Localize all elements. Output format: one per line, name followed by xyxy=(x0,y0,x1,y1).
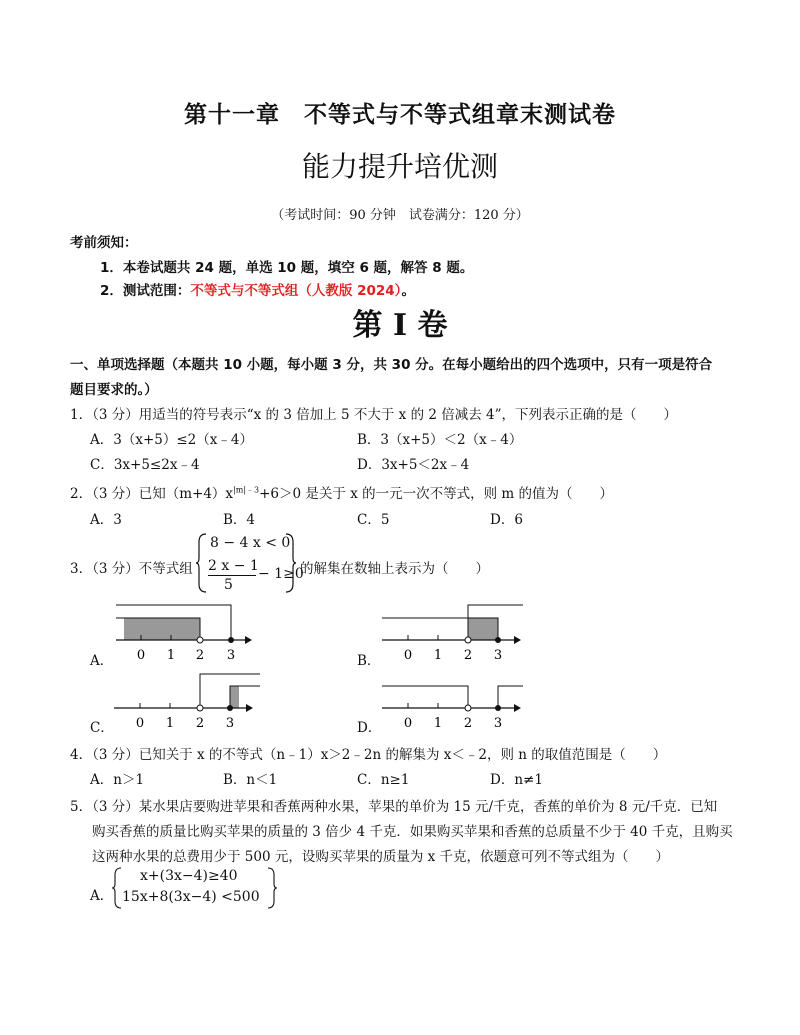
tick-label: 2 xyxy=(463,648,473,663)
tick-label: 3 xyxy=(493,716,503,731)
q2-option-c: C．5 xyxy=(357,512,390,528)
tick-label: 3 xyxy=(226,648,236,663)
tick-label: 2 xyxy=(195,648,205,663)
q3-option-c-numberline xyxy=(110,668,260,732)
q3-eq1: 8 − 4 x < 0 xyxy=(210,535,291,551)
q1-option-d: D．3x+5＜2x﹣4 xyxy=(357,457,470,473)
tick-label: 0 xyxy=(136,648,146,663)
q1-option-b: B．3（x+5）＜2（x﹣4） xyxy=(357,432,523,448)
q3-stem-a: 3．（3 分）不等式组 xyxy=(70,561,193,577)
q3-inequality-system xyxy=(196,532,304,594)
tick-label: 1 xyxy=(165,716,175,731)
q1-option-c: C．3x+5≤2x﹣4 xyxy=(90,457,200,473)
section1-line2: 题目要求的。） xyxy=(70,382,158,398)
tick-label: 2 xyxy=(195,716,205,731)
tick-label: 0 xyxy=(403,716,413,731)
q5-line1: 5．（3 分）某水果店要购进苹果和香蕉两种水果，苹果的单价为 15 元/千克，香蕉的单价为 8 元/千克．已知 xyxy=(70,799,718,815)
q2-option-d: D．6 xyxy=(490,512,523,528)
q5-line3: 这两种水果的总费用少于 500 元，设购买苹果的质量为 x 千克，依题意可列不等式组为（ ） xyxy=(92,849,670,865)
q4-option-d: D．n≠1 xyxy=(490,772,543,788)
q4-option-b: B．n＜1 xyxy=(223,772,278,788)
notes-item-2-scope: 不等式与不等式组（人教版 2024） xyxy=(190,283,402,299)
q3-option-b-numberline xyxy=(378,602,528,664)
q4-option-c: C．n≥1 xyxy=(357,772,410,788)
q2-stem-b: +6＞0 是关于 x 的一元一次不等式，则 m 的值为（ ） xyxy=(259,486,613,502)
q3-frac-bar xyxy=(208,575,256,576)
volume-title: 第 Ⅰ 卷 xyxy=(352,308,448,343)
q2-option-a: A．3 xyxy=(90,512,122,528)
q3-option-d-numberline xyxy=(378,668,528,732)
tick-label: 1 xyxy=(433,648,443,663)
tick-label: 3 xyxy=(225,716,235,731)
tick-label: 1 xyxy=(433,716,443,731)
q3-option-b-label: B． xyxy=(357,653,381,669)
q2-exponent: |m|﹣3 xyxy=(233,485,260,495)
q3-option-a-numberline xyxy=(110,602,255,664)
notes-item-2 xyxy=(100,279,415,299)
section1-line1: 一、单项选择题（本题共 10 小题，每小题 3 分，共 30 分。在每小题给出的四个选项中，只有一项是符合 xyxy=(70,357,713,373)
q5-option-a-label: A． xyxy=(90,888,114,904)
notes-heading: 考前须知： xyxy=(70,235,138,251)
exam-info: （考试时间：90 分钟 试卷满分：120 分） xyxy=(271,208,529,223)
tick-label: 0 xyxy=(135,716,145,731)
paper-title: 第十一章 不等式与不等式组章末测试卷 xyxy=(184,102,616,128)
q4-stem: 4．（3 分）已知关于 x 的不等式（n﹣1）x＞2﹣2n 的解集为 x＜﹣2，则 n 的取值范围是（ ） xyxy=(70,747,667,763)
tick-label: 1 xyxy=(166,648,176,663)
paper-subtitle: 能力提升培优测 xyxy=(301,150,498,183)
q3-stem-b: 的解集在数轴上表示为（ ） xyxy=(300,561,489,577)
q3-option-a-label: A． xyxy=(90,653,114,669)
q2-stem xyxy=(70,482,613,502)
tick-label: 2 xyxy=(463,716,473,731)
notes-item-2-suffix: 。 xyxy=(401,283,415,299)
q3-option-d-label: D． xyxy=(357,720,382,736)
q5-option-a-system xyxy=(112,866,277,910)
q1-stem: 1．（3 分）用适当的符号表示“x 的 3 倍加上 5 不大于 x 的 2 倍减去 4”，下列表示正确的是（ ） xyxy=(70,407,678,423)
q5-a-eq2: 15x+8(3x−4) <500 xyxy=(122,889,260,905)
notes-item-2-prefix: 2．测试范围： xyxy=(100,283,191,299)
q1-option-a: A．3（x+5）≤2（x﹣4） xyxy=(90,432,253,448)
q5-line2: 购买香蕉的质量比购买苹果的质量的 3 倍少 4 千克．如果购买苹果和香蕉的总质量不少于 40 千克，且购买 xyxy=(92,824,733,840)
notes-item-1: 1．本卷试题共 24 题，单选 10 题，填空 6 题，解答 8 题。 xyxy=(100,260,474,276)
q3-frac-num: 2 x − 1 xyxy=(208,558,259,574)
q2-option-b: B．4 xyxy=(223,512,256,528)
q5-a-eq1: x+(3x−4)≥40 xyxy=(140,868,238,884)
q4-option-a: A．n＞1 xyxy=(90,772,145,788)
tick-label: 0 xyxy=(403,648,413,663)
tick-label: 3 xyxy=(493,648,503,663)
q3-option-c-label: C． xyxy=(90,720,114,736)
q2-stem-a: 2．（3 分）已知（m+4）x xyxy=(70,486,234,502)
q3-eq2-tail: − 1≥0 xyxy=(258,566,304,582)
q3-frac-den: 5 xyxy=(224,577,233,593)
